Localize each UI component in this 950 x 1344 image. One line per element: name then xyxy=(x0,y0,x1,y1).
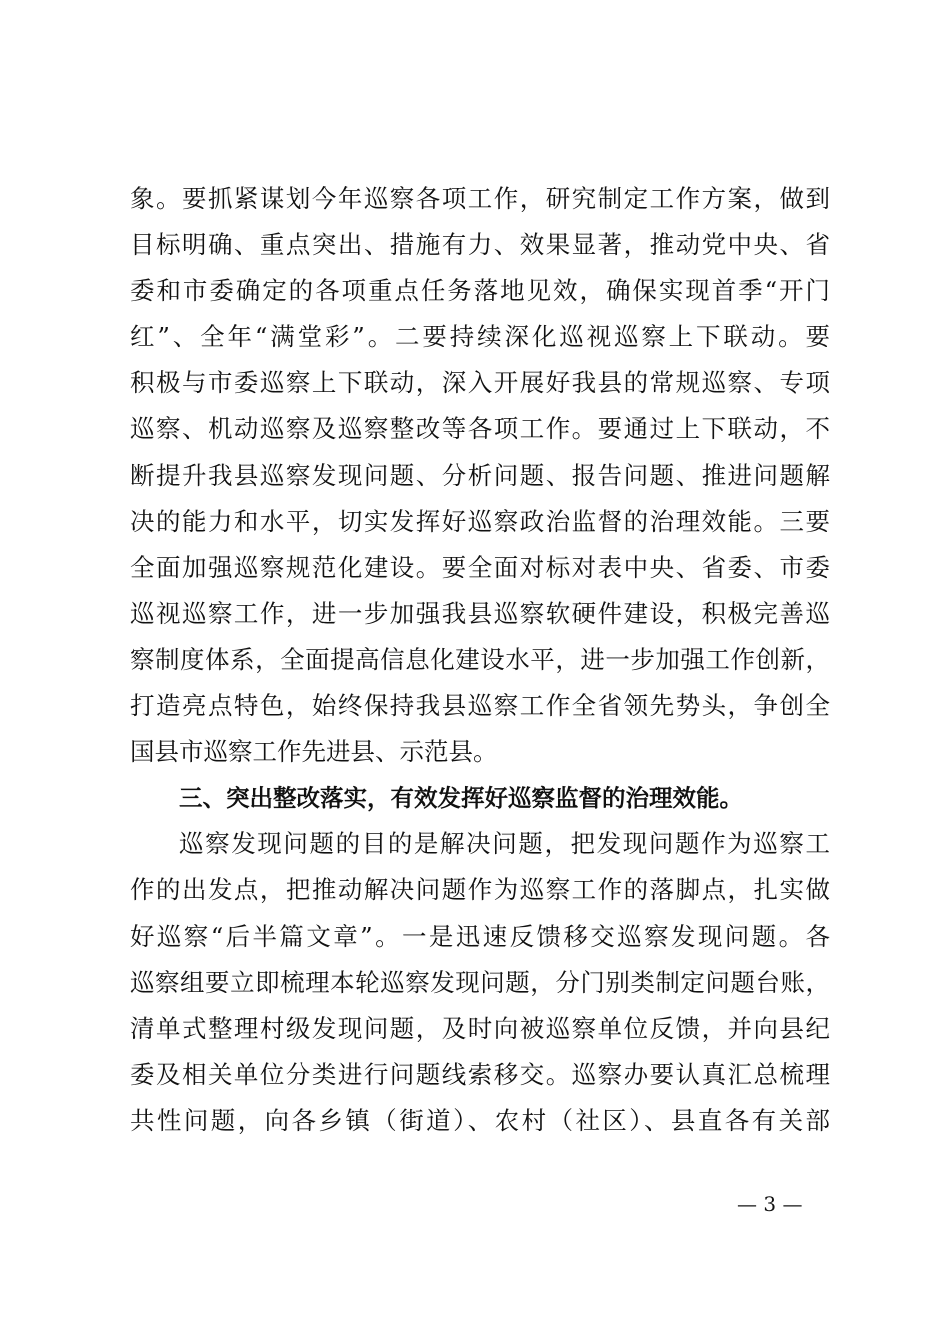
text-line: 目标明确、重点突出、措施有力、效果显著，推动党中央、省 xyxy=(130,230,830,260)
text-line: 好巡察“后半篇文章”。一是迅速反馈移交巡察发现问题。各 xyxy=(130,921,830,951)
text-line: 清单式整理村级发现问题，及时向被巡察单位反馈，并向县纪 xyxy=(130,1013,830,1043)
text-line: 积极与市委巡察上下联动，深入开展好我县的常规巡察、专项 xyxy=(130,368,830,398)
text-line: 国县市巡察工作先进县、示范县。 xyxy=(130,737,498,767)
section-heading: 三、突出整改落实，有效发挥好巡察监督的治理效能。 xyxy=(179,784,743,813)
text-line: 委及相关单位分类进行问题线索移交。巡察办要认真汇总梳理 xyxy=(130,1059,830,1089)
text-line: 察制度体系，全面提高信息化建设水平，进一步加强工作创新， xyxy=(130,644,830,674)
text-line: 全面加强巡察规范化建设。要全面对标对表中央、省委、市委 xyxy=(130,552,830,582)
text-line: 决的能力和水平，切实发挥好巡察政治监督的治理效能。三要 xyxy=(130,506,830,536)
text-line: 红”、全年“满堂彩”。二要持续深化巡视巡察上下联动。要 xyxy=(130,322,830,352)
text-line: 共性问题，向各乡镇（街道）、农村（社区）、县直各有关部 xyxy=(130,1105,830,1135)
text-line: 巡视巡察工作，进一步加强我县巡察软硬件建设，积极完善巡 xyxy=(130,598,830,628)
text-line: 巡察组要立即梳理本轮巡察发现问题，分门别类制定问题台账， xyxy=(130,967,830,997)
text-line: 作的出发点，把推动解决问题作为巡察工作的落脚点，扎实做 xyxy=(130,875,830,905)
text-line: 断提升我县巡察发现问题、分析问题、报告问题、推进问题解 xyxy=(130,460,830,490)
text-line: 象。要抓紧谋划今年巡察各项工作，研究制定工作方案，做到 xyxy=(130,184,830,213)
text-line: 巡察发现问题的目的是解决问题，把发现问题作为巡察工 xyxy=(179,829,830,859)
text-line: 打造亮点特色，始终保持我县巡察工作全省领先势头，争创全 xyxy=(130,691,830,721)
document-body xyxy=(130,176,830,1144)
page-number: — 3 — xyxy=(737,1192,803,1216)
text-line: 委和市委确定的各项重点任务落地见效，确保实现首季“开门 xyxy=(130,276,830,306)
text-line: 巡察、机动巡察及巡察整改等各项工作。要通过上下联动，不 xyxy=(130,414,830,444)
